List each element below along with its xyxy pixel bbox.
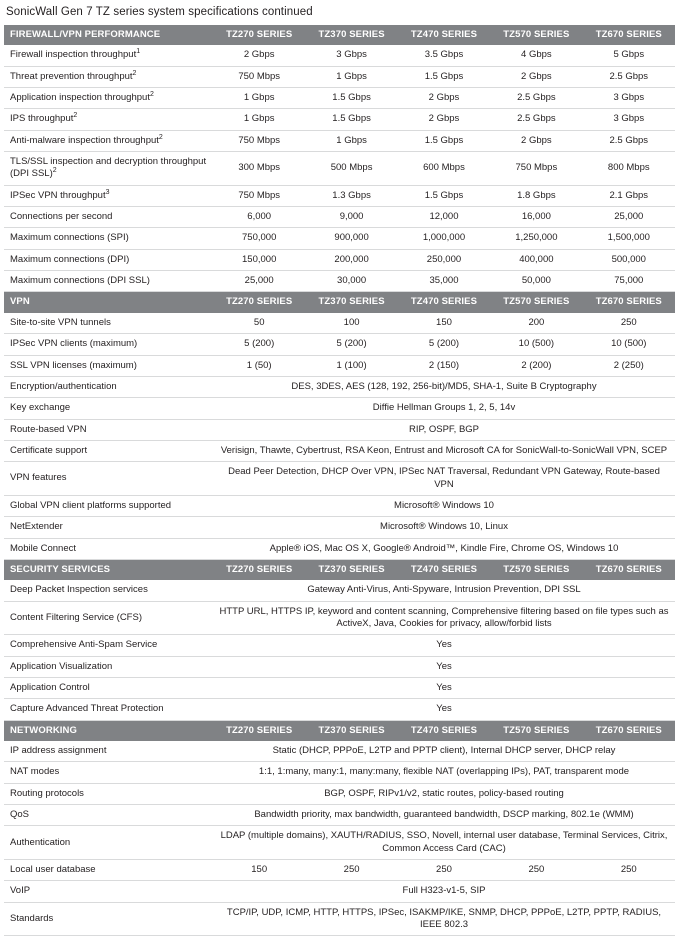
- row-label-text: Site-to-site VPN tunnels: [10, 316, 111, 328]
- row-value-span: Microsoft® Windows 10, Linux: [213, 517, 675, 538]
- row-value: 150,000: [213, 249, 305, 270]
- row-value: 1.5 Gbps: [305, 109, 397, 130]
- row-label: [4, 805, 213, 826]
- row-label-text: Maximum connections (DPI): [10, 253, 130, 265]
- row-value: 30,000: [305, 271, 397, 292]
- row-value: 16,000: [490, 207, 582, 228]
- row-label-text: Firewall inspection throughput: [10, 49, 137, 61]
- row-value: 2.5 Gbps: [583, 66, 675, 87]
- row-value: 10 (500): [583, 334, 675, 355]
- row-value-span: Diffie Hellman Groups 1, 2, 5, 14v: [213, 398, 675, 419]
- row-value: 2 Gbps: [398, 109, 490, 130]
- row-value-span: Yes: [213, 635, 675, 656]
- row-label: [4, 783, 213, 804]
- row-value: 150: [398, 313, 490, 334]
- column-header: TZ270 SERIES: [213, 560, 305, 580]
- section-heading: VPN: [4, 292, 213, 312]
- row-label: [4, 355, 213, 376]
- row-value: 1 Gbps: [305, 66, 397, 87]
- page-title: SonicWall Gen 7 TZ series system specifications continued: [6, 6, 313, 18]
- row-value: 500 Mbps: [305, 152, 397, 186]
- row-label: [4, 45, 213, 66]
- row-label: [4, 678, 213, 699]
- row-label: [4, 228, 213, 249]
- section-header-row: [4, 292, 675, 312]
- row-value-span: TCP/IP, UDP, ICMP, HTTP, HTTPS, IPSec, ISAKMP/IKE, SNMP, DHCP, PPPoE, L2TP, PPTP, RADIUS, IEEE 802.3: [213, 902, 675, 936]
- row-label-text: Connections per second: [10, 211, 113, 223]
- row-value: 2 Gbps: [490, 130, 582, 151]
- row-label-text: NAT modes: [10, 766, 60, 778]
- row-value-span: LDAP (multiple domains), XAUTH/RADIUS, SSO, Novell, internal user database, Terminal Services, Citrix, Common Access Card (CAC): [213, 826, 675, 860]
- row-label-text: Route-based VPN: [10, 423, 87, 435]
- row-value: 750,000: [213, 228, 305, 249]
- row-label: [4, 902, 213, 936]
- row-label: [4, 130, 213, 151]
- row-value: 1.3 Gbps: [305, 185, 397, 206]
- table-row: [4, 517, 675, 538]
- section-heading: NETWORKING: [4, 721, 213, 741]
- row-label: [4, 419, 213, 440]
- row-label: [4, 495, 213, 516]
- row-value: 750 Mbps: [213, 130, 305, 151]
- column-header: TZ270 SERIES: [213, 721, 305, 741]
- row-label: [4, 656, 213, 677]
- row-label: [4, 517, 213, 538]
- row-label-text: Routing protocols: [10, 787, 84, 799]
- footnote-marker: 1: [136, 48, 141, 56]
- row-label: [4, 152, 213, 186]
- row-label-text: Application Control: [10, 682, 90, 693]
- row-value: 750 Mbps: [213, 185, 305, 206]
- column-header: TZ270 SERIES: [213, 25, 305, 45]
- row-label: [4, 207, 213, 228]
- row-value-span: Yes: [213, 656, 675, 677]
- row-value: 250: [490, 860, 582, 881]
- table-row: [4, 376, 675, 397]
- column-header: TZ570 SERIES: [490, 25, 582, 45]
- column-header: TZ570 SERIES: [490, 292, 582, 312]
- row-label: [4, 313, 213, 334]
- row-label-text: Key exchange: [10, 402, 71, 414]
- table-row: [4, 398, 675, 419]
- row-value: 9,000: [305, 207, 397, 228]
- row-value: 2 (250): [583, 355, 675, 376]
- row-value: 3 Gbps: [583, 109, 675, 130]
- section-header-row: [4, 560, 675, 580]
- row-label: [4, 635, 213, 656]
- row-value: 1 Gbps: [213, 88, 305, 109]
- row-value: 250: [398, 860, 490, 881]
- row-label-text: VPN features: [10, 472, 67, 484]
- row-value: 400,000: [490, 249, 582, 270]
- table-row: [4, 66, 675, 87]
- table-row: [4, 826, 675, 860]
- row-label: [4, 826, 213, 860]
- row-label-text: Local user database: [10, 864, 96, 876]
- row-label: [4, 376, 213, 397]
- row-label: [4, 762, 213, 783]
- row-value: 25,000: [583, 207, 675, 228]
- row-value: 2 (200): [490, 355, 582, 376]
- row-label-text: Content Filtering Service (CFS): [10, 611, 142, 623]
- row-value: 200: [490, 313, 582, 334]
- row-label-text: Certificate support: [10, 444, 88, 456]
- row-value-span: Static (DHCP, PPPoE, L2TP and PPTP client), Internal DHCP server, DHCP relay: [213, 741, 675, 762]
- row-value: 12,000: [398, 207, 490, 228]
- row-label-text: VoIP: [10, 885, 31, 897]
- spec-table-vpn: [4, 292, 675, 559]
- row-value: 2 Gbps: [213, 45, 305, 66]
- row-value: 1.5 Gbps: [305, 88, 397, 109]
- column-header: TZ370 SERIES: [305, 25, 397, 45]
- row-value: 250,000: [398, 249, 490, 270]
- row-value: 5 (200): [398, 334, 490, 355]
- column-header: TZ570 SERIES: [490, 560, 582, 580]
- row-value: 2 (150): [398, 355, 490, 376]
- column-header: TZ270 SERIES: [213, 292, 305, 312]
- row-value: 25,000: [213, 271, 305, 292]
- row-label-text: IP address assignment: [10, 745, 107, 757]
- column-header: TZ370 SERIES: [305, 292, 397, 312]
- table-row: [4, 45, 675, 66]
- footnote-marker: 3: [105, 188, 110, 196]
- row-value: 2.5 Gbps: [490, 88, 582, 109]
- table-row: [4, 783, 675, 804]
- section-heading: FIREWALL/VPN PERFORMANCE: [4, 25, 213, 45]
- table-row: [4, 440, 675, 461]
- table-row: [4, 249, 675, 270]
- row-value: 800 Mbps: [583, 152, 675, 186]
- row-label: [4, 881, 213, 902]
- row-label-text: IPS throughput: [10, 113, 74, 125]
- row-value: 35,000: [398, 271, 490, 292]
- table-row: [4, 805, 675, 826]
- row-label: [4, 860, 213, 881]
- spec-table-networking: [4, 721, 675, 937]
- column-header: TZ470 SERIES: [398, 25, 490, 45]
- row-value-span: Microsoft® Windows 10: [213, 495, 675, 516]
- row-value: 2.1 Gbps: [583, 185, 675, 206]
- column-header: TZ670 SERIES: [583, 292, 675, 312]
- section-header-row: [4, 25, 675, 45]
- table-row: [4, 419, 675, 440]
- row-value: 2 Gbps: [490, 66, 582, 87]
- row-value: 1.5 Gbps: [398, 130, 490, 151]
- table-row: [4, 109, 675, 130]
- column-header: TZ470 SERIES: [398, 560, 490, 580]
- row-label: [4, 398, 213, 419]
- row-label-text: NetExtender: [10, 521, 63, 533]
- table-row: [4, 88, 675, 109]
- row-value: 100: [305, 313, 397, 334]
- row-label-text: TLS/SSL inspection and decryption throughput (DPI SSL): [10, 156, 207, 180]
- spec-table-firewall-vpn-performance: [4, 25, 675, 292]
- row-value: 50,000: [490, 271, 582, 292]
- column-header: TZ570 SERIES: [490, 721, 582, 741]
- section-header-row: [4, 721, 675, 741]
- table-row: [4, 271, 675, 292]
- row-value-span: BGP, OSPF, RIPv1/v2, static routes, policy-based routing: [213, 783, 675, 804]
- row-value-span: DES, 3DES, AES (128, 192, 256-bit)/MD5, SHA-1, Suite B Cryptography: [213, 376, 675, 397]
- table-row: [4, 762, 675, 783]
- spec-sections: [0, 25, 679, 936]
- row-value: 1.5 Gbps: [398, 66, 490, 87]
- row-label: [4, 66, 213, 87]
- row-label: [4, 249, 213, 270]
- row-value: 5 (200): [213, 334, 305, 355]
- row-label: [4, 462, 213, 496]
- row-value: 250: [583, 313, 675, 334]
- column-header: TZ370 SERIES: [305, 560, 397, 580]
- row-value-span: RIP, OSPF, BGP: [213, 419, 675, 440]
- row-value: 6,000: [213, 207, 305, 228]
- row-label-text: SSL VPN licenses (maximum): [10, 359, 137, 371]
- row-value-span: Apple® iOS, Mac OS X, Google® Android™, Kindle Fire, Chrome OS, Windows 10: [213, 538, 675, 559]
- row-value: 1.5 Gbps: [398, 185, 490, 206]
- row-value: 1 Gbps: [305, 130, 397, 151]
- row-label-text: Mobile Connect: [10, 542, 77, 554]
- row-value-span: Gateway Anti-Virus, Anti-Spyware, Intrusion Prevention, DPI SSL: [213, 580, 675, 601]
- row-label-text: Maximum connections (DPI SSL): [10, 275, 150, 287]
- row-value: 5 (200): [305, 334, 397, 355]
- table-row: [4, 207, 675, 228]
- row-label-text: Standards: [10, 912, 54, 924]
- footnote-marker: 2: [158, 133, 163, 141]
- table-row: [4, 334, 675, 355]
- row-label-text: Threat prevention throughput: [10, 70, 133, 82]
- footnote-marker: 2: [149, 90, 154, 98]
- footnote-marker: 2: [52, 167, 57, 175]
- row-label: [4, 699, 213, 720]
- row-value: 3.5 Gbps: [398, 45, 490, 66]
- row-value: 1,250,000: [490, 228, 582, 249]
- row-value: 4 Gbps: [490, 45, 582, 66]
- row-value: 150: [213, 860, 305, 881]
- row-value: 600 Mbps: [398, 152, 490, 186]
- row-label: [4, 185, 213, 206]
- row-value: 10 (500): [490, 334, 582, 355]
- row-value-span: Yes: [213, 699, 675, 720]
- page-bottom-spacer: [0, 936, 679, 950]
- table-row: [4, 678, 675, 699]
- table-row: [4, 656, 675, 677]
- column-header: TZ670 SERIES: [583, 721, 675, 741]
- table-row: [4, 495, 675, 516]
- row-label-text: IPSec VPN throughput: [10, 189, 106, 201]
- table-row: [4, 860, 675, 881]
- row-label: [4, 580, 213, 601]
- row-label-text: QoS: [10, 809, 30, 821]
- row-label-text: Application Visualization: [10, 660, 113, 672]
- column-header: TZ370 SERIES: [305, 721, 397, 741]
- row-value: 2 Gbps: [398, 88, 490, 109]
- row-label-text: Authentication: [10, 836, 71, 848]
- row-label: [4, 334, 213, 355]
- row-label-text: Encryption/authentication: [10, 380, 117, 392]
- row-value: 1.8 Gbps: [490, 185, 582, 206]
- row-value: 300 Mbps: [213, 152, 305, 186]
- row-value-span: Full H323-v1-5, SIP: [213, 881, 675, 902]
- table-row: [4, 355, 675, 376]
- table-row: [4, 699, 675, 720]
- table-row: [4, 152, 675, 186]
- table-row: [4, 313, 675, 334]
- row-value: 3 Gbps: [583, 88, 675, 109]
- row-value: 1 (50): [213, 355, 305, 376]
- row-value: 1 Gbps: [213, 109, 305, 130]
- row-label: [4, 88, 213, 109]
- row-value: 250: [583, 860, 675, 881]
- row-value: 1,000,000: [398, 228, 490, 249]
- footnote-marker: 2: [132, 69, 137, 77]
- row-value: 75,000: [583, 271, 675, 292]
- table-row: [4, 601, 675, 635]
- table-row: [4, 228, 675, 249]
- row-value-span: HTTP URL, HTTPS IP, keyword and content scanning, Comprehensive filtering based on file types such as ActiveX, Java, Cookies for privacy, allow/forbid lists: [213, 601, 675, 635]
- table-row: [4, 902, 675, 936]
- table-row: [4, 580, 675, 601]
- row-value-span: 1:1, 1:many, many:1, many:many, flexible NAT (overlapping IPs), PAT, transparent mode: [213, 762, 675, 783]
- row-label: [4, 109, 213, 130]
- row-value: 250: [305, 860, 397, 881]
- table-row: [4, 635, 675, 656]
- row-value: 1,500,000: [583, 228, 675, 249]
- table-row: [4, 538, 675, 559]
- table-row: [4, 130, 675, 151]
- column-header: TZ470 SERIES: [398, 721, 490, 741]
- row-label-text: Anti-malware inspection throughput: [10, 134, 159, 146]
- column-header: TZ670 SERIES: [583, 25, 675, 45]
- row-value: 2.5 Gbps: [583, 130, 675, 151]
- row-label-text: Comprehensive Anti-Spam Service: [10, 639, 158, 651]
- row-label-text: Deep Packet Inspection services: [10, 584, 148, 596]
- row-value: 3 Gbps: [305, 45, 397, 66]
- row-label: [4, 440, 213, 461]
- row-value-span: Dead Peer Detection, DHCP Over VPN, IPSec NAT Traversal, Redundant VPN Gateway, Route-based VPN: [213, 462, 675, 496]
- row-label: [4, 271, 213, 292]
- row-value: 5 Gbps: [583, 45, 675, 66]
- row-value: 750 Mbps: [490, 152, 582, 186]
- table-row: [4, 185, 675, 206]
- row-value-span: Bandwidth priority, max bandwidth, guaranteed bandwidth, DSCP marking, 802.1e (WMM): [213, 805, 675, 826]
- table-row: [4, 741, 675, 762]
- footnote-marker: 2: [73, 112, 78, 120]
- row-label-text: Global VPN client platforms supported: [10, 499, 172, 511]
- row-value-span: Verisign, Thawte, Cybertrust, RSA Keon, Entrust and Microsoft CA for SonicWall-to-SonicWall VPN, SCEP: [213, 440, 675, 461]
- row-value: 1 (100): [305, 355, 397, 376]
- row-value: 500,000: [583, 249, 675, 270]
- row-value: 200,000: [305, 249, 397, 270]
- row-value: 2.5 Gbps: [490, 109, 582, 130]
- spec-table-security-services: [4, 560, 675, 721]
- row-label-text: Application inspection throughput: [10, 92, 150, 104]
- table-row: [4, 881, 675, 902]
- column-header: TZ670 SERIES: [583, 560, 675, 580]
- row-label: [4, 741, 213, 762]
- row-label-text: Maximum connections (SPI): [10, 232, 129, 244]
- column-header: TZ470 SERIES: [398, 292, 490, 312]
- section-heading: SECURITY SERVICES: [4, 560, 213, 580]
- row-value: 900,000: [305, 228, 397, 249]
- row-value-span: Yes: [213, 678, 675, 699]
- row-label-text: IPSec VPN clients (maximum): [10, 338, 138, 350]
- row-value: 50: [213, 313, 305, 334]
- row-label: [4, 538, 213, 559]
- table-row: [4, 462, 675, 496]
- row-label-text: Capture Advanced Threat Protection: [10, 703, 164, 715]
- row-value: 750 Mbps: [213, 66, 305, 87]
- row-label: [4, 601, 213, 635]
